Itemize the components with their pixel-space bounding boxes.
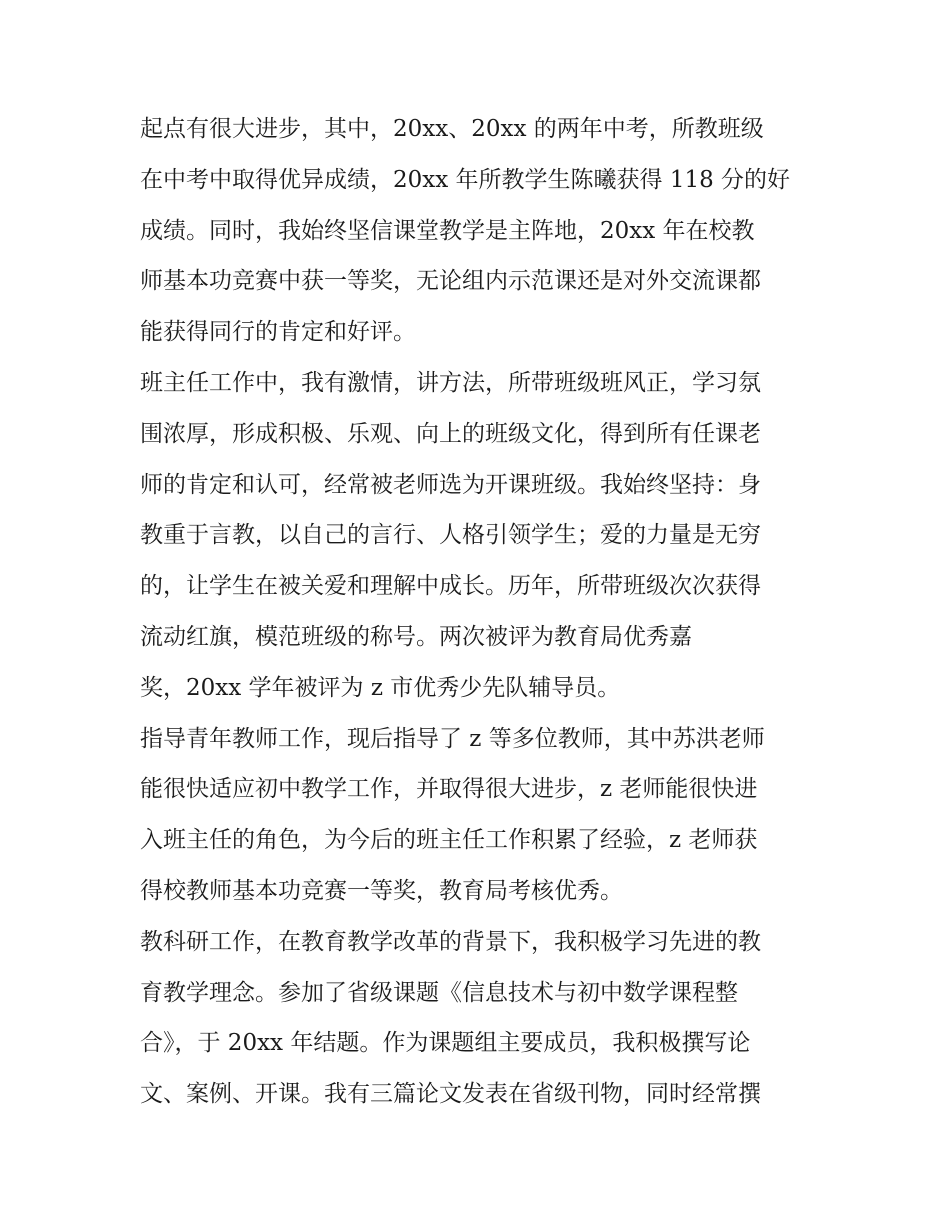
text-line: 流动红旗，模范班级的称号。两次被评为教育局优秀嘉 xyxy=(140,623,692,650)
text-line: 教科研工作，在教育教学改革的背景下，我积极学习先进的教 xyxy=(140,928,761,955)
text-line: 育教学理念。参加了省级课题《信息技术与初中数学课程整 xyxy=(140,979,738,1006)
text-line: 文、案例、开课。我有三篇论文发表在省级刊物，同时经常撰 xyxy=(140,1081,761,1108)
text-line: 合》，于 20xx 年结题。作为课题组主要成员，我积极撰写论 xyxy=(140,1030,751,1057)
text-line: 的，让学生在被关爱和理解中成长。历年，所带班级次次获得 xyxy=(140,573,761,600)
text-line: 奖，20xx 学年被评为 z 市优秀少先队辅导员。 xyxy=(140,674,621,701)
text-line: 指导青年教师工作，现后指导了 z 等多位教师，其中苏洪老师 xyxy=(140,725,765,752)
text-line: 得校教师基本功竞赛一等奖，教育局考核优秀。 xyxy=(140,877,623,904)
text-line: 师的肯定和认可，经常被老师选为开课班级。我始终坚持：身 xyxy=(140,471,761,498)
text-line: 能获得同行的肯定和好评。 xyxy=(140,319,416,346)
text-line: 成绩。同时，我始终坚信课堂教学是主阵地，20xx 年在校教 xyxy=(140,217,755,244)
document-body xyxy=(140,104,820,1120)
text-line: 围浓厚，形成积极、乐观、向上的班级文化，得到所有任课老 xyxy=(140,420,761,447)
text-line: 教重于言教，以自己的言行、人格引领学生；爱的力量是无穷 xyxy=(140,522,761,549)
text-line: 在中考中取得优异成绩，20xx 年所教学生陈曦获得 118 分的好 xyxy=(140,166,791,193)
text-line: 班主任工作中，我有激情，讲方法，所带班级班风正，学习氛 xyxy=(140,369,761,396)
text-line: 起点有很大进步，其中，20xx、20xx 的两年中考，所教班级 xyxy=(140,116,764,142)
text-line: 师基本功竞赛中获一等奖，无论组内示范课还是对外交流课都 xyxy=(140,268,761,295)
text-line: 入班主任的角色，为今后的班主任工作积累了经验，z 老师获 xyxy=(140,827,758,854)
text-line: 能很快适应初中教学工作，并取得很大进步，z 老师能很快进 xyxy=(140,776,758,803)
